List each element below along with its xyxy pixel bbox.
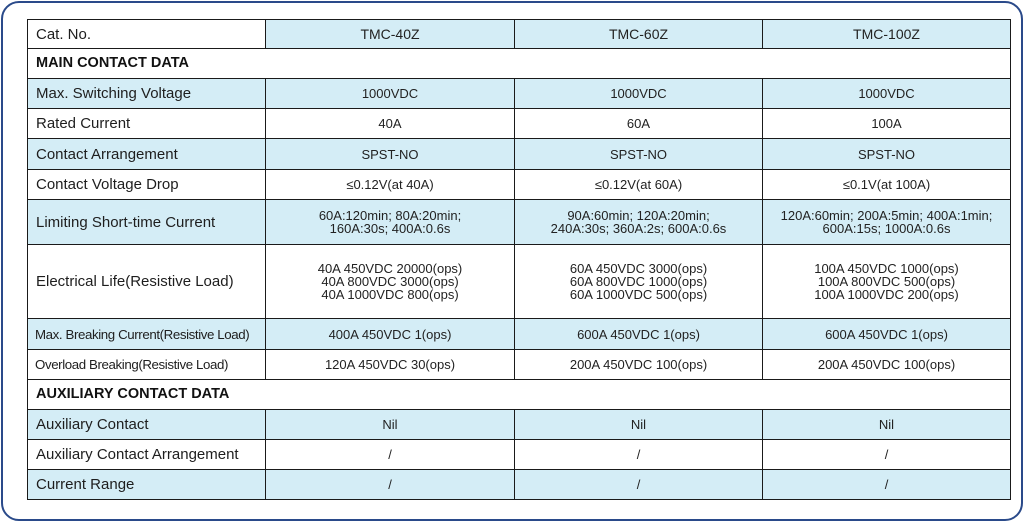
cell-value: 1000VDC bbox=[266, 79, 515, 109]
cell-line: 90A:60min; 120A:20min; bbox=[567, 208, 710, 223]
cell-value bbox=[266, 200, 515, 245]
cell-line: 40A 450VDC 20000(ops) bbox=[317, 261, 463, 276]
section-header bbox=[28, 380, 1011, 410]
cell-value: 1000VDC bbox=[763, 79, 1011, 109]
model-tmc-60z: TMC-60Z bbox=[515, 20, 763, 49]
cell-value bbox=[266, 245, 515, 319]
table-row bbox=[28, 109, 1011, 139]
cell-value: 100A bbox=[763, 109, 1011, 139]
cell-value: / bbox=[763, 470, 1011, 500]
model-tmc-100z: TMC-100Z bbox=[763, 20, 1011, 49]
cell-value: 1000VDC bbox=[515, 79, 763, 109]
row-label: Electrical Life(Resistive Load) bbox=[28, 245, 266, 319]
cell-value: 40A bbox=[266, 109, 515, 139]
table-row bbox=[28, 350, 1011, 380]
row-label: Auxiliary Contact Arrangement bbox=[28, 440, 266, 470]
cell-value: 200A 450VDC 100(ops) bbox=[515, 350, 763, 380]
cell-value: 200A 450VDC 100(ops) bbox=[763, 350, 1011, 380]
cell-line: 100A 1000VDC 200(ops) bbox=[814, 287, 959, 302]
cell-line: 60A:120min; 80A:20min; bbox=[318, 208, 462, 223]
cell-value: SPST-NO bbox=[763, 139, 1011, 170]
cell-line: 120A:60min; 200A:5min; 400A:1min; bbox=[780, 208, 993, 223]
spec-table bbox=[27, 19, 1011, 500]
cell-line: 60A 800VDC 1000(ops) bbox=[569, 274, 708, 289]
table-row bbox=[28, 319, 1011, 350]
row-label: Rated Current bbox=[28, 109, 266, 139]
row-label: Max. Breaking Current(Resistive Load) bbox=[28, 319, 266, 350]
cell-value: / bbox=[266, 440, 515, 470]
table-row bbox=[28, 410, 1011, 440]
table-row bbox=[28, 200, 1011, 245]
cell-value: / bbox=[515, 440, 763, 470]
cell-value: Nil bbox=[515, 410, 763, 440]
cell-line: 40A 1000VDC 800(ops) bbox=[321, 287, 459, 302]
row-label: Limiting Short-time Current bbox=[28, 200, 266, 245]
cell-value: / bbox=[515, 470, 763, 500]
cell-value: SPST-NO bbox=[266, 139, 515, 170]
cell-value: / bbox=[763, 440, 1011, 470]
cell-line: 600A:15s; 1000A:0.6s bbox=[822, 221, 951, 236]
cell-value bbox=[515, 200, 763, 245]
table-row bbox=[28, 170, 1011, 200]
cell-value bbox=[515, 245, 763, 319]
cell-value: 60A bbox=[515, 109, 763, 139]
cell-value bbox=[763, 245, 1011, 319]
cell-value: 400A 450VDC 1(ops) bbox=[266, 319, 515, 350]
cell-value: ≤0.12V(at 40A) bbox=[266, 170, 515, 200]
cell-line: 240A:30s; 360A:2s; 600A:0.6s bbox=[550, 221, 727, 236]
row-label: Auxiliary Contact bbox=[28, 410, 266, 440]
cell-value: Nil bbox=[763, 410, 1011, 440]
row-label: Contact Arrangement bbox=[28, 139, 266, 170]
row-label: Overload Breaking(Resistive Load) bbox=[28, 350, 266, 380]
table-row bbox=[28, 79, 1011, 109]
header-row bbox=[28, 20, 1011, 49]
cell-line: 160A:30s; 400A:0.6s bbox=[329, 221, 451, 236]
cell-value: SPST-NO bbox=[515, 139, 763, 170]
cat-no-label: Cat. No. bbox=[28, 20, 266, 49]
cell-value: Nil bbox=[266, 410, 515, 440]
row-label: Max. Switching Voltage bbox=[28, 79, 266, 109]
cell-value: / bbox=[266, 470, 515, 500]
cell-value: ≤0.12V(at 60A) bbox=[515, 170, 763, 200]
section-title-aux: AUXILIARY CONTACT DATA bbox=[28, 380, 1011, 410]
table-row bbox=[28, 470, 1011, 500]
cell-line: 100A 450VDC 1000(ops) bbox=[814, 261, 959, 276]
table-row bbox=[28, 245, 1011, 319]
section-header bbox=[28, 49, 1011, 79]
table-row bbox=[28, 139, 1011, 170]
row-label: Current Range bbox=[28, 470, 266, 500]
cell-line: 40A 800VDC 3000(ops) bbox=[321, 274, 459, 289]
cell-line: 60A 450VDC 3000(ops) bbox=[569, 261, 708, 276]
cell-line: 100A 800VDC 500(ops) bbox=[817, 274, 956, 289]
cell-value bbox=[763, 200, 1011, 245]
cell-value: 120A 450VDC 30(ops) bbox=[266, 350, 515, 380]
section-title-main: MAIN CONTACT DATA bbox=[28, 49, 1011, 79]
cell-value: 600A 450VDC 1(ops) bbox=[515, 319, 763, 350]
cell-value: 600A 450VDC 1(ops) bbox=[763, 319, 1011, 350]
cell-line: 60A 1000VDC 500(ops) bbox=[569, 287, 708, 302]
row-label: Contact Voltage Drop bbox=[28, 170, 266, 200]
model-tmc-40z: TMC-40Z bbox=[266, 20, 515, 49]
table-row bbox=[28, 440, 1011, 470]
cell-value: ≤0.1V(at 100A) bbox=[763, 170, 1011, 200]
